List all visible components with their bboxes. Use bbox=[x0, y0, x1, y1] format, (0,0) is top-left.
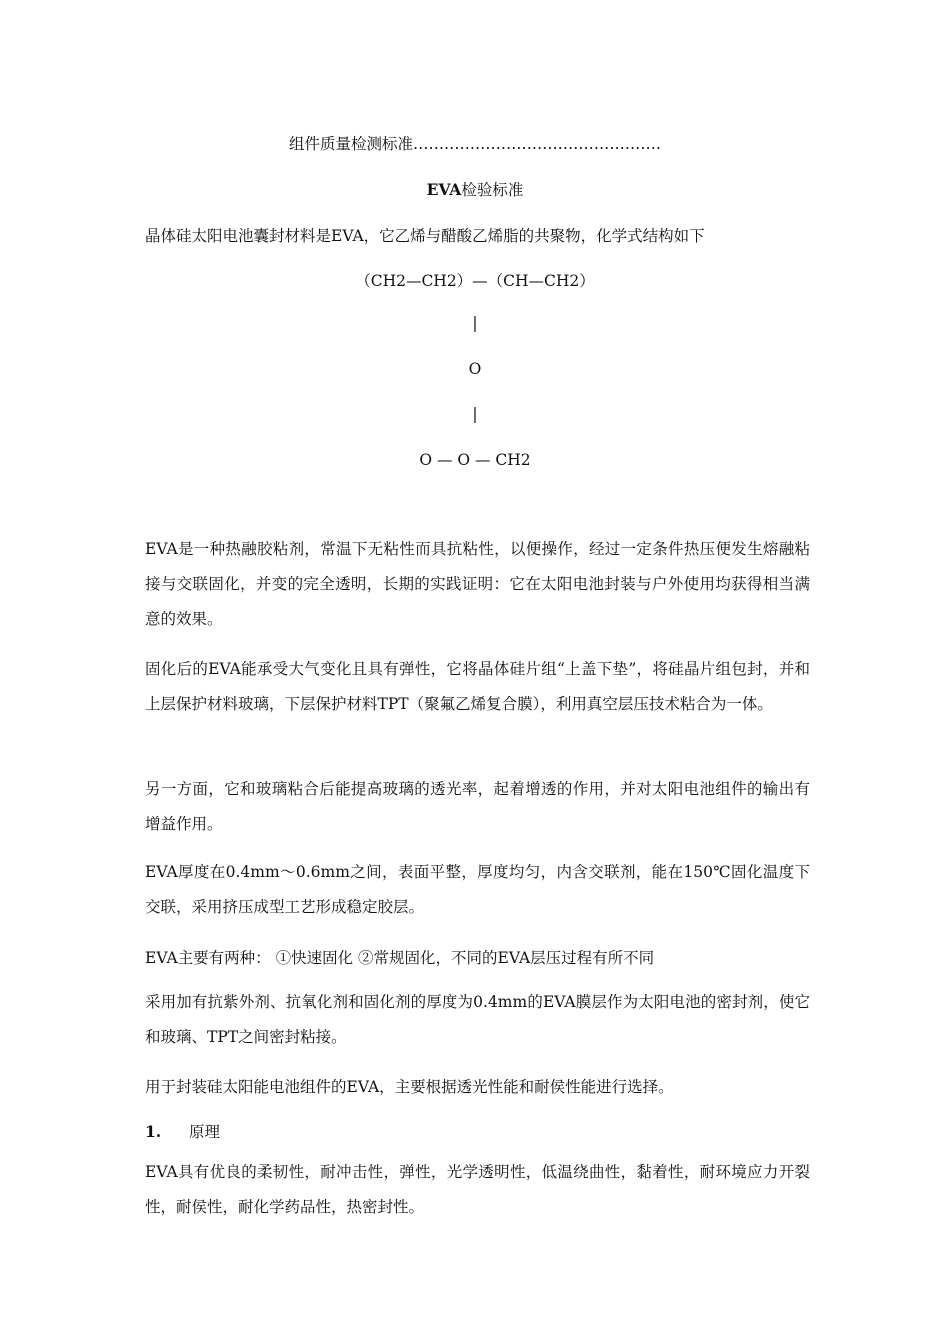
formula-bond-1: | bbox=[472, 314, 478, 332]
paragraph-7: 用于封装硅太阳能电池组件的EVA，主要根据透光性能和耐侯性能进行选择。 bbox=[145, 1078, 674, 1096]
section-paragraph: EVA具有优良的柔韧性，耐冲击性，弹性，光学透明性，低温绕曲性，黏着性，耐环境应力开裂性，耐侯性，耐化学药品性，热密封性。 bbox=[145, 1163, 810, 1216]
intro-text: 晶体硅太阳电池囊封材料是EVA，它乙烯与醋酸乙烯脂的共聚物，化学式结构如下 bbox=[145, 227, 705, 245]
paragraph-3: 另一方面，它和玻璃粘合后能提高玻璃的透光率，起着增透的作用，并对太阳电池组件的输出有增益作用。 bbox=[145, 780, 810, 833]
paragraph-1: EVA是一种热融胶粘剂，常温下无粘性而具抗粘性，以便操作，经过一定条件热压便发生熔融粘接与交联固化，并变的完全透明，长期的实践证明：它在太阳电池封装与户外使用均获得相当满意的效果。 bbox=[145, 540, 810, 628]
section-number: 1. bbox=[145, 1122, 162, 1141]
formula-oxygen: O bbox=[468, 360, 482, 378]
paragraph-2: 固化后的EVA能承受大气变化且具有弹性，它将晶体硅片组“上盖下垫”，将硅晶片组包封，并和上层保护材料玻璃，下层保护材料TPT（聚氟乙烯复合膜），利用真空层压技术粘合为一体。 bbox=[145, 660, 810, 713]
formula-bond-2: | bbox=[472, 405, 478, 423]
section-title: 原理 bbox=[189, 1123, 221, 1141]
document-title bbox=[0, 178, 950, 200]
title-suffix: 检验标准 bbox=[461, 181, 524, 199]
toc-line: 组件质量检测标准………………………………………… bbox=[288, 135, 661, 153]
paragraph-5: EVA主要有两种： ①快速固化 ②常规固化，不同的EVA层压过程有所不同 bbox=[145, 949, 655, 967]
title-prefix: EVA bbox=[426, 180, 462, 199]
paragraph-4: EVA厚度在0.4mm～0.6mm之间，表面平整，厚度均匀，内含交联剂，能在150℃固化温度下交联，采用挤压成型工艺形成稳定胶层。 bbox=[145, 863, 810, 916]
paragraph-6: 采用加有抗紫外剂、抗氧化剂和固化剂的厚度为0.4mm的EVA膜层作为太阳电池的密封剂，使它和玻璃、TPT之间密封粘接。 bbox=[145, 993, 810, 1046]
formula-line-1: （CH2—CH2）—（CH—CH2） bbox=[355, 272, 595, 290]
formula-line-5: O — O — CH2 bbox=[419, 451, 531, 469]
section-heading bbox=[145, 1120, 220, 1142]
